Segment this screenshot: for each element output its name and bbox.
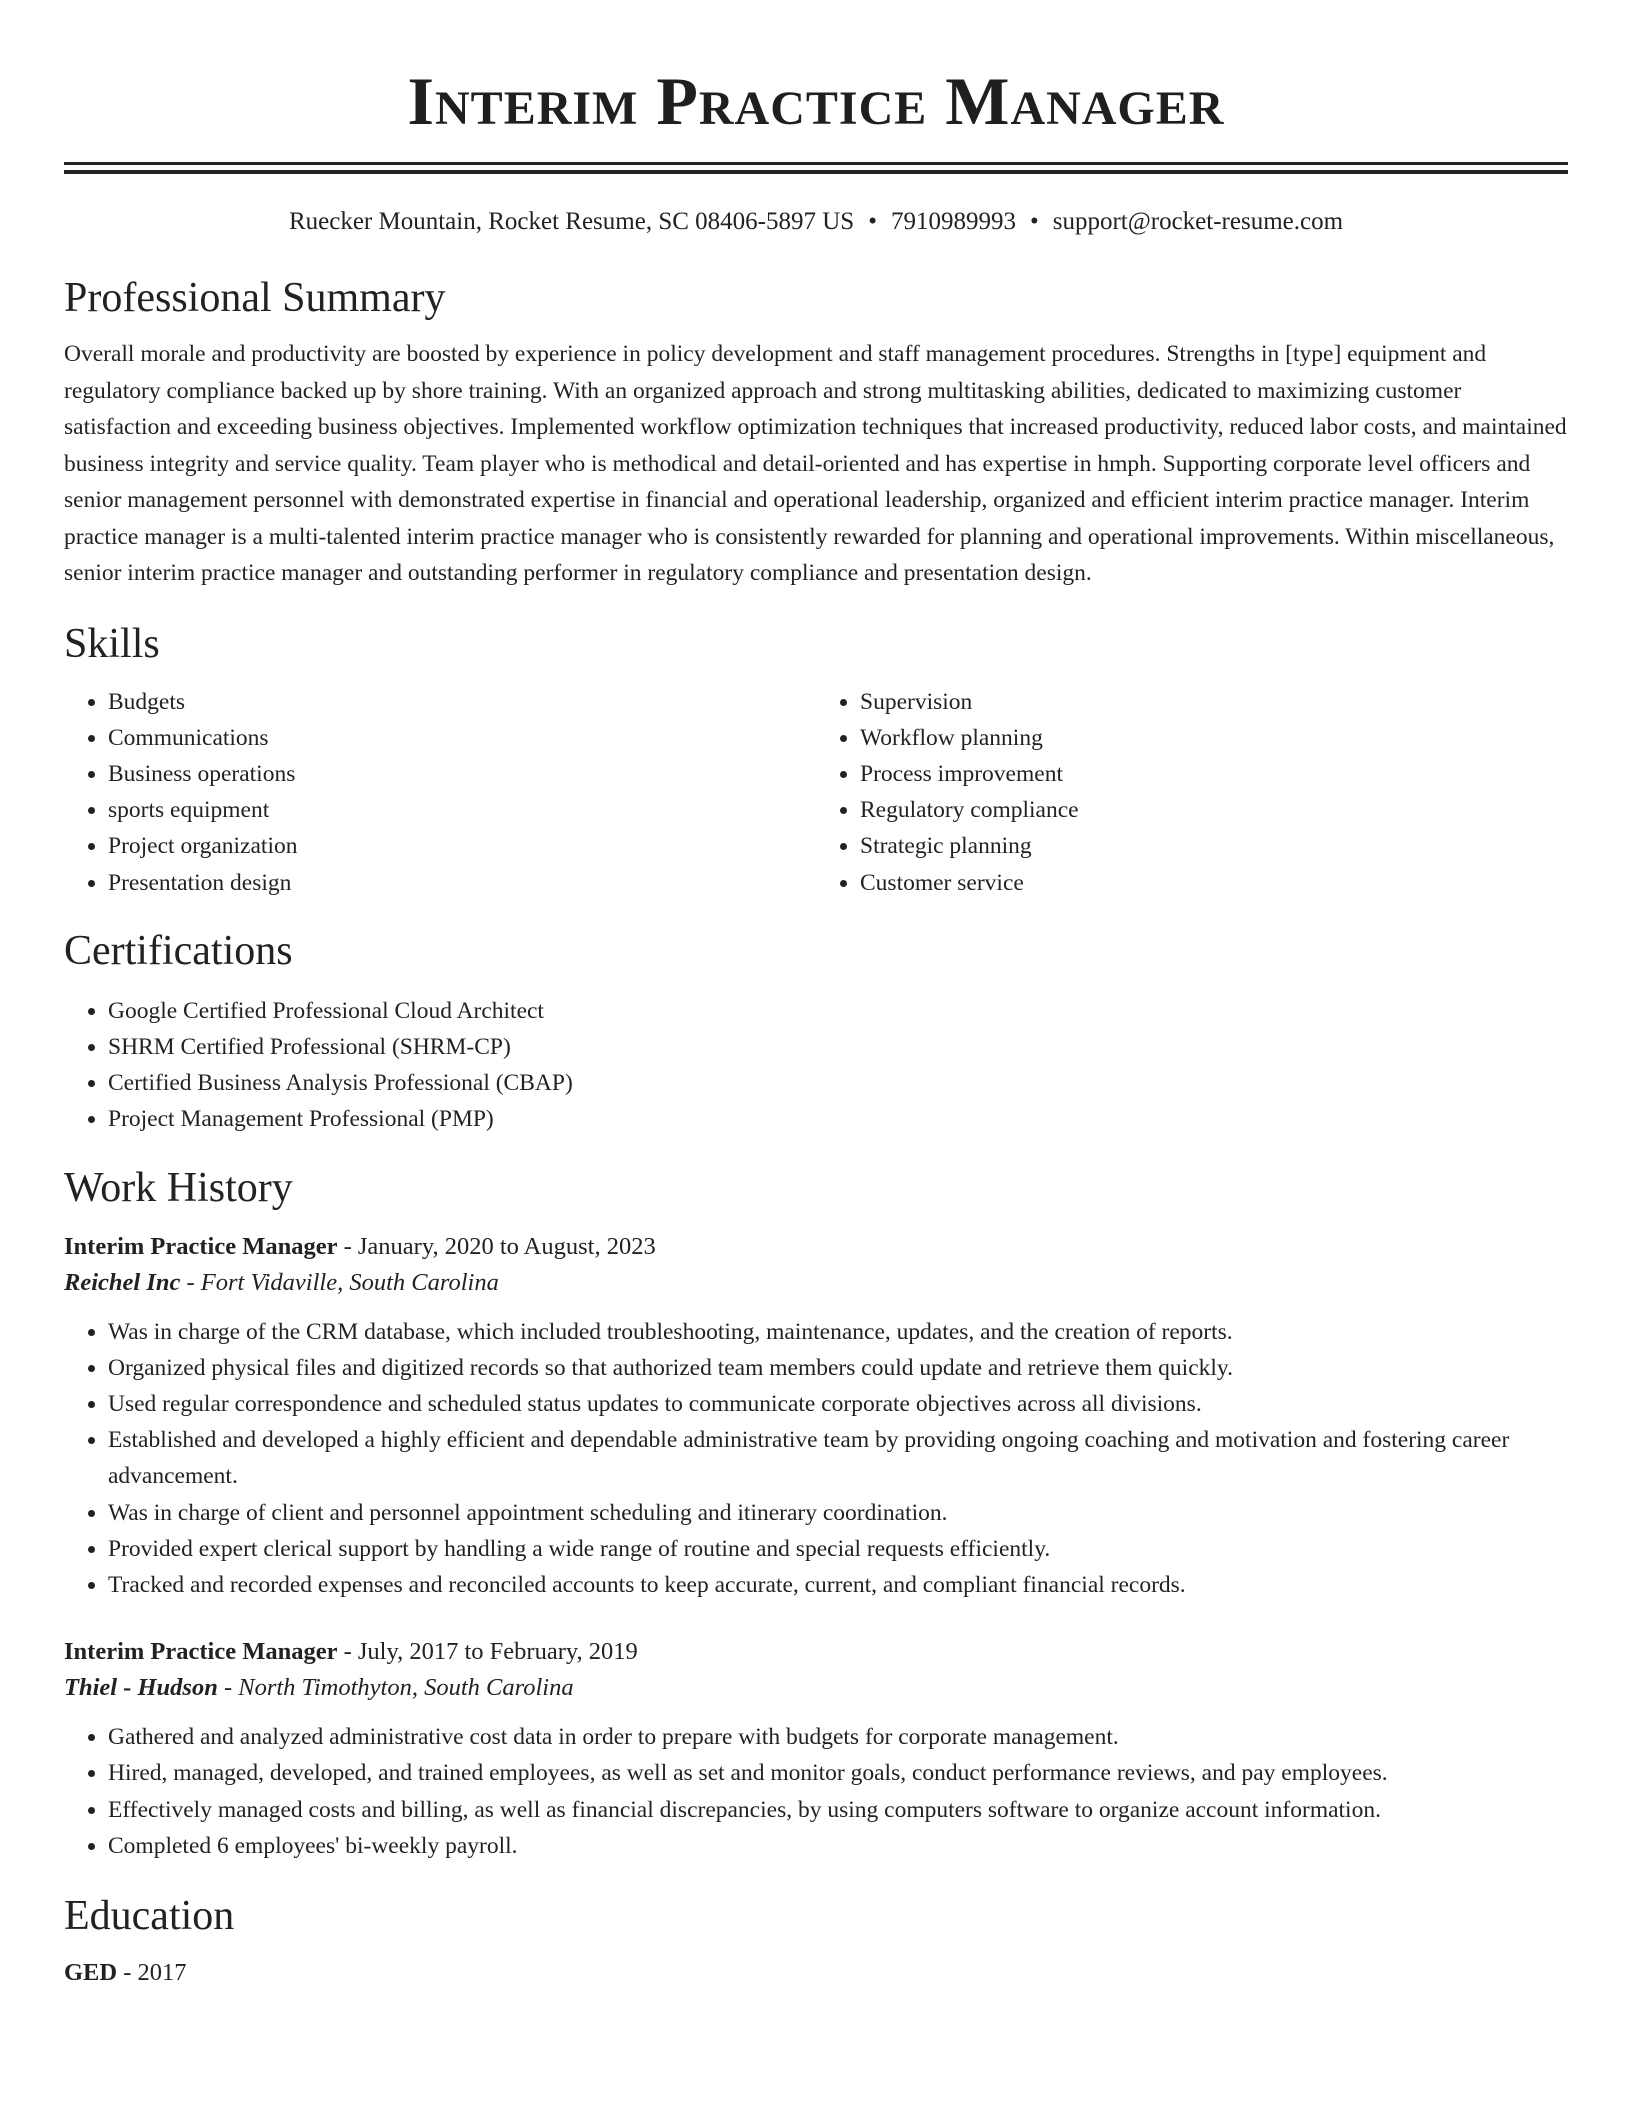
list-item: • Project Management Professional (PMP) bbox=[108, 1101, 1568, 1137]
list-item: • Tracked and recorded expenses and reconciled accounts to keep accurate, current, and compliant financial records. bbox=[108, 1567, 1568, 1603]
list-item: • Budgets bbox=[108, 684, 816, 720]
list-item: • Process improvement bbox=[860, 756, 1568, 792]
list-item: • Workflow planning bbox=[860, 720, 1568, 756]
job-company: Thiel - Hudson bbox=[64, 1674, 218, 1702]
job-title-line bbox=[64, 1230, 1568, 1264]
job-bullets bbox=[64, 1314, 1568, 1604]
list-item: • Customer service bbox=[860, 865, 1568, 901]
list-item: • Completed 6 employees' bi-weekly payroll. bbox=[108, 1828, 1568, 1864]
title-divider bbox=[64, 162, 1568, 174]
section-heading-work-history: Work History bbox=[64, 1164, 293, 1211]
job-location: - Fort Vidaville, South Carolina bbox=[180, 1268, 499, 1296]
list-item: • Communications bbox=[108, 720, 816, 756]
education-degree: GED bbox=[64, 1958, 118, 1986]
list-item: • Organized physical files and digitized records so that authorized team members could update and retrieve them quickly. bbox=[108, 1350, 1568, 1386]
resume-title: Interim Practice Manager bbox=[407, 63, 1225, 139]
job-title: Interim Practice Manager bbox=[64, 1638, 338, 1666]
education-year: - 2017 bbox=[117, 1958, 187, 1986]
skills-list-left bbox=[64, 684, 816, 901]
job-company: Reichel Inc bbox=[64, 1268, 181, 1296]
list-item: • Used regular correspondence and scheduled status updates to communicate corporate objectives across all divisions. bbox=[108, 1386, 1568, 1422]
list-item: • Was in charge of the CRM database, which included troubleshooting, maintenance, updates, and the creation of reports. bbox=[108, 1314, 1568, 1350]
list-item: • Regulatory compliance bbox=[860, 792, 1568, 828]
list-item: • Effectively managed costs and billing, as well as financial discrepancies, by using computers software to organize account information. bbox=[108, 1792, 1568, 1828]
contact-line bbox=[64, 206, 1568, 238]
contact-separator: • bbox=[1029, 208, 1039, 235]
list-item: • Certified Business Analysis Professional (CBAP) bbox=[108, 1065, 1568, 1101]
job-company-line bbox=[64, 1669, 1568, 1707]
skills-list-right bbox=[816, 684, 1568, 901]
list-item: • Provided expert clerical support by handling a wide range of routine and special requests efficiently. bbox=[108, 1531, 1568, 1567]
list-item: • Was in charge of client and personnel appointment scheduling and itinerary coordination. bbox=[108, 1495, 1568, 1531]
job-title: Interim Practice Manager bbox=[64, 1232, 338, 1260]
list-item: • SHRM Certified Professional (SHRM-CP) bbox=[108, 1029, 1568, 1065]
job-dates: - January, 2020 to August, 2023 bbox=[337, 1232, 656, 1260]
section-heading-certifications: Certifications bbox=[64, 927, 293, 974]
list-item: • Business operations bbox=[108, 756, 816, 792]
contact-phone: 7910989993 bbox=[890, 208, 1016, 235]
list-item: • Supervision bbox=[860, 684, 1568, 720]
list-item: • sports equipment bbox=[108, 792, 816, 828]
contact-email: support@rocket-resume.com bbox=[1052, 208, 1344, 235]
education-entry bbox=[64, 1956, 1568, 1990]
section-heading-skills: Skills bbox=[64, 620, 160, 667]
list-item: • Gathered and analyzed administrative cost data in order to prepare with budgets for corporate management. bbox=[108, 1719, 1568, 1755]
contact-address: Ruecker Mountain, Rocket Resume, SC 08406-5897 US bbox=[288, 208, 855, 235]
certifications-list bbox=[64, 993, 1568, 1138]
contact-separator: • bbox=[868, 208, 877, 235]
section-heading-summary: Professional Summary bbox=[64, 275, 446, 321]
list-item: • Presentation design bbox=[108, 865, 816, 901]
list-item: • Hired, managed, developed, and trained employees, as well as set and monitor goals, conduct performance reviews, and pay employees. bbox=[108, 1755, 1568, 1791]
list-item: • Project organization bbox=[108, 828, 816, 864]
list-item: • Strategic planning bbox=[860, 828, 1568, 864]
job-entry bbox=[64, 1230, 1568, 1604]
job-entry bbox=[64, 1635, 1568, 1864]
list-item: • Established and developed a highly efficient and dependable administrative team by providing ongoing coaching and motivation and fostering career advancement. bbox=[108, 1422, 1568, 1494]
job-bullets bbox=[64, 1719, 1568, 1864]
section-heading-education: Education bbox=[64, 1892, 235, 1939]
summary-text: Overall morale and productivity are boosted by experience in policy development and staff management procedures. Strengths in [type] equipment and regulatory compliance backed up by shore training. With an organized approach and strong multitasking abilities, dedicated to maximizing customer satisfaction and exceeding business objectives. Implemented workflow optimization techniques that increased productivity, reduced labor costs, and maintained business integrity and service quality. Team player who is methodical and detail-oriented and has expertise in hmph. Supporting corporate level officers and senior management personnel with demonstrated expertise in financial and operational leadership, organized and efficient interim practice manager. Interim practice manager is a multi-talented interim practice manager who is consistently rewarded for planning and operational improvements. Within miscellaneous, senior interim practice manager and outstanding performer in regulatory compliance and presentation design. bbox=[64, 341, 1567, 586]
job-location: - North Timothyton, South Carolina bbox=[217, 1674, 574, 1702]
job-title-line bbox=[64, 1635, 1568, 1669]
skills-columns bbox=[64, 684, 1568, 901]
job-company-line bbox=[64, 1264, 1568, 1302]
list-item: • Google Certified Professional Cloud Architect bbox=[108, 993, 1568, 1029]
job-dates: - July, 2017 to February, 2019 bbox=[337, 1638, 638, 1666]
